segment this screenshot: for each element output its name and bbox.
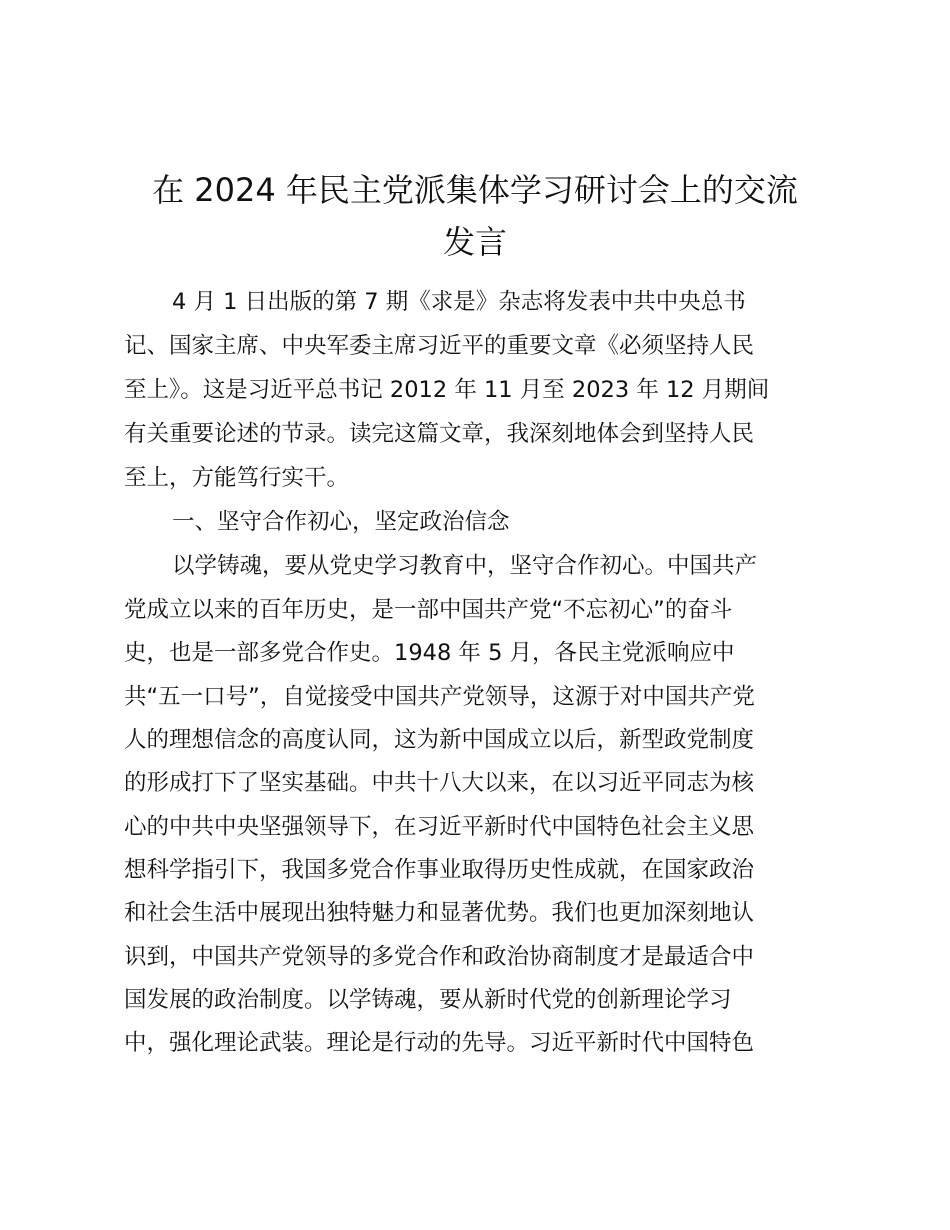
body-line-1: 4 月 1 日出版的第 7 期《求是》杂志将发表中共中央总书 xyxy=(172,289,746,315)
body-line-2: 记、国家主席、中央军委主席习近平的重要文章《必须坚持人民 xyxy=(124,333,755,359)
body-line-4: 有关重要论述的节录。读完这篇文章，我深刻地体会到坚持人民 xyxy=(124,421,755,447)
body-line-10: 共“五一口号”，自觉接受中国共产党领导，这源于对中国共产党 xyxy=(124,684,755,710)
body-line-9: 史，也是一部多党合作史。1948 年 5 月，各民主党派响应中 xyxy=(124,640,735,666)
body-line-13: 心的中共中央坚强领导下，在习近平新时代中国特色社会主义思 xyxy=(124,814,755,840)
section-heading-1: 一、坚守合作初心，坚定政治信念 xyxy=(172,509,510,535)
body-line-12: 的形成打下了坚实基础。中共十八大以来，在以习近平同志为核 xyxy=(124,770,755,796)
body-line-18: 中，强化理论武装。理论是行动的先导。习近平新时代中国特色 xyxy=(124,1030,755,1056)
body-line-15: 和社会生活中展现出独特魅力和显著优势。我们也更加深刻地认 xyxy=(124,900,755,926)
body-line-14: 想科学指引下，我国多党合作事业取得历史性成就，在国家政治 xyxy=(124,857,755,883)
body-line-11: 人的理想信念的高度认同，这为新中国成立以后，新型政党制度 xyxy=(124,727,755,753)
body-line-8: 党成立以来的百年历史，是一部中国共产党“不忘初心”的奋斗 xyxy=(124,597,733,623)
body-line-3: 至上》。这是习近平总书记 2012 年 11 月至 2023 年 12 月期间 xyxy=(124,377,770,403)
body-line-5: 至上，方能笃行实干。 xyxy=(124,465,350,491)
body-line-16: 识到，中国共产党领导的多党合作和政治协商制度才是最适合中 xyxy=(124,944,755,970)
document-title-line-2: 发言 xyxy=(442,223,507,261)
body-line-17: 国发展的政治制度。以学铸魂，要从新时代党的创新理论学习 xyxy=(124,987,732,1013)
body-line-7: 以学铸魂，要从党史学习教育中，坚守合作初心。中国共产 xyxy=(172,553,758,579)
document-title-line-1: 在 2024 年民主党派集体学习研讨会上的交流 xyxy=(152,171,798,209)
